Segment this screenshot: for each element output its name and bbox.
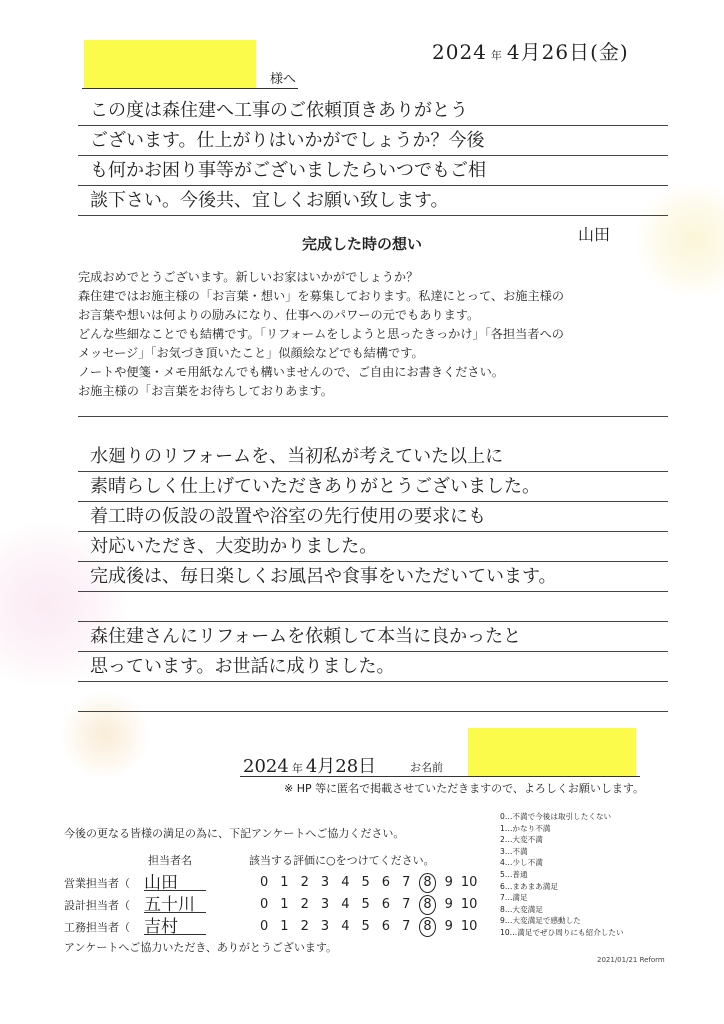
redacted-recipient-name	[84, 40, 256, 88]
rating-option[interactable]: 6	[381, 919, 391, 934]
legend-item: 8…大変満足	[500, 904, 543, 914]
rating-option[interactable]: 6	[381, 897, 391, 912]
rating-option[interactable]: 5	[361, 897, 370, 912]
rating-option[interactable]: 9	[444, 897, 453, 912]
divider-line	[78, 416, 668, 417]
intro-line: お施主様の「お言葉をお待ちしておりあます。	[78, 384, 333, 398]
rating-option[interactable]: 9	[444, 875, 453, 890]
recipient-suffix: 様へ	[270, 72, 297, 87]
survey-role-label: 営業担当者（	[64, 877, 130, 890]
form-code: 2021/01/21 Reform	[597, 956, 665, 964]
rating-option[interactable]: 7	[402, 897, 411, 912]
name-label: お名前	[410, 761, 443, 774]
intro-line: 森住建ではお施主様の「お言葉・想い」を募集しております。私達にとって、お施主様の	[78, 289, 565, 303]
rating-option[interactable]: 10	[460, 875, 478, 890]
rating-option[interactable]: 5	[361, 875, 370, 890]
survey-thanks: アンケートへご協力いただき、ありがとうございます。	[64, 941, 338, 954]
customer-line: 対応いただき、大変助かりました。	[78, 532, 668, 562]
intro-line: ノートや便箋・メモ用紙なんでも構いませんので、ご自由にお書きください。	[78, 365, 504, 379]
rating-option[interactable]: 2	[300, 875, 309, 890]
rating-option[interactable]: 10	[460, 919, 478, 934]
intro-line: 完成おめでとうございます。新しいお家はいかがでしょうか？	[78, 270, 419, 284]
legend-item: 5…普通	[500, 869, 528, 879]
rating-option[interactable]: 7	[402, 919, 411, 934]
legend-item: 9…大変満足で感動した	[500, 916, 581, 926]
section-title: 完成した時の想い	[301, 235, 422, 253]
customer-line: 完成後は、毎日楽しくお風呂や食事をいただいています。	[78, 562, 668, 592]
survey-role-label: 工務担当者（	[64, 921, 130, 934]
survey-intro: 今後の更なる皆様の満足の為に、下記アンケートへご協力ください。	[64, 827, 405, 840]
legend-item: 0…不満で今後は取引したくない	[500, 812, 612, 821]
rating-option[interactable]: 0	[260, 875, 269, 890]
legend-item: 7…満足	[500, 893, 528, 903]
section-intro	[78, 268, 678, 401]
customer-line: 水廻りのリフォームを、当初私が考えていた以上に	[78, 442, 668, 472]
rating-option[interactable]: 3	[320, 897, 330, 912]
rating-option[interactable]: 3	[320, 919, 330, 934]
message-line: 談下さい。今後共、宜しくお願い致します。	[78, 186, 668, 216]
survey-role-label: 設計担当者（	[64, 899, 130, 912]
rating-option[interactable]: 10	[460, 897, 478, 912]
rating-option[interactable]: 1	[280, 897, 289, 912]
legend-item: 10…満足でぜひ周りにも紹介したい	[500, 927, 624, 937]
customer-line: 思っています。お世話に成りました。	[78, 652, 668, 682]
rating-option[interactable]: 2	[300, 919, 309, 934]
customer-message	[78, 442, 668, 712]
rating-option[interactable]: 2	[300, 897, 309, 912]
customer-line: 森住建さんにリフォームを依頼して本当に良かったと	[78, 622, 668, 652]
company-message	[78, 96, 668, 216]
redacted-customer-name	[468, 728, 636, 776]
rating-option-selected[interactable]: 8	[419, 917, 436, 937]
intro-line: メッセージ」「お気づき頂いたこと」似顔絵などでも結構です。	[78, 346, 424, 360]
message-line: この度は森住建へ工事のご依頼頂きありがとう	[78, 96, 668, 126]
customer-sign-date: 2024 年 4月28日	[243, 756, 377, 777]
survey-staff-name: 山田	[144, 868, 206, 891]
legend-item: 2…大変不満	[500, 835, 543, 845]
rating-option[interactable]: 1	[280, 875, 289, 890]
customer-line	[78, 682, 668, 712]
survey-staff-name: 吉村	[144, 912, 206, 935]
rating-option[interactable]: 5	[361, 919, 370, 934]
rating-legend	[500, 811, 700, 939]
rating-option[interactable]: 4	[341, 875, 350, 890]
customer-line: 着工時の仮設の設置や浴室の先行使用の要求にも	[78, 502, 668, 532]
legend-item: 4…少し不満	[500, 858, 543, 868]
rating-option[interactable]: 1	[280, 919, 289, 934]
recipient-underline	[82, 88, 298, 89]
letter-date: 2024 年 4月26日(金)	[432, 40, 629, 64]
legend-item: 6…まあまあ満足	[500, 881, 558, 891]
rating-option-selected[interactable]: 8	[419, 873, 436, 893]
rating-option-selected[interactable]: 8	[419, 895, 436, 915]
rating-option[interactable]: 4	[341, 919, 350, 934]
survey-staff-name: 五十川	[144, 890, 206, 913]
rating-scale	[254, 873, 479, 893]
rating-scale	[254, 917, 479, 937]
rating-option[interactable]: 3	[320, 875, 330, 890]
rating-option[interactable]: 0	[260, 919, 269, 934]
publication-notice: ※ HP 等に匿名で掲載させていただきますので、よろしくお願いします。	[284, 782, 645, 795]
rating-option[interactable]: 6	[381, 875, 391, 890]
customer-line: 素晴らしく仕上げていただきありがとうございました。	[78, 472, 668, 502]
signature-underline	[240, 776, 640, 777]
rating-option[interactable]: 9	[444, 919, 453, 934]
message-line: も何かお困り事等がございましたらいつでもご相	[78, 156, 668, 186]
customer-line	[78, 592, 668, 622]
survey-staff-header: 担当者名	[148, 854, 192, 867]
intro-line: お言葉や想いは何よりの励みになり、仕事へのパワーの元でもあります。	[78, 308, 480, 322]
intro-line: どんな些細なことでも結構です。「リフォームをしようと思ったきっかけ」「各担当者への	[78, 327, 564, 341]
rating-option[interactable]: 4	[341, 897, 350, 912]
legend-item: 3…不満	[500, 846, 528, 856]
rating-option[interactable]: 0	[260, 897, 269, 912]
message-line: ございます。仕上がりはいかがでしょうか？今後	[78, 126, 668, 156]
legend-item: 1…かなり不満	[500, 823, 551, 833]
staff-signature: 山田	[578, 225, 611, 244]
rating-option[interactable]: 7	[402, 875, 411, 890]
survey-eval-header: 該当する評価に○をつけてください。	[249, 854, 435, 867]
rating-scale	[254, 895, 479, 915]
